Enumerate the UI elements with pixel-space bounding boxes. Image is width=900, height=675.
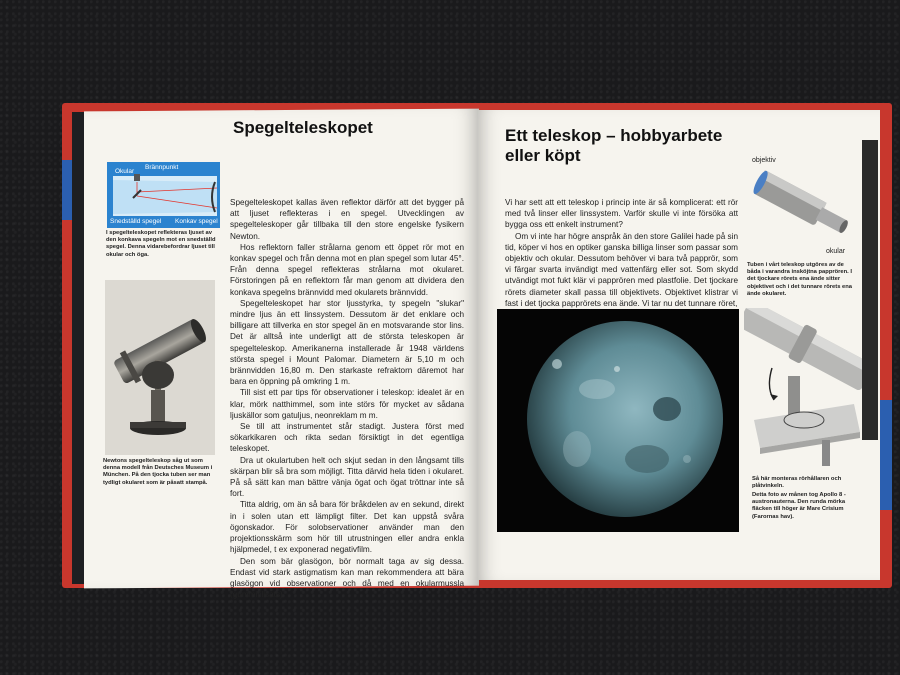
photo-caption: Newtons spegelteleskop såg ut som denna modell från Deutsches Museum i München. På den tjocka tuben ser man tydligt okularet som är påsatt stampå. xyxy=(103,458,213,486)
diagram-label-brannpunkt: Brännpunkt xyxy=(145,164,179,171)
left-paragraph: Dra ut okulartuben helt och skjut sedan in den långsamt tills skärpan blir så bra som möjligt. Titta därvid hela tiden i okularet. På så sätt kan man bättre vänja ögat och ögat tröttnar inte så fort. xyxy=(230,455,464,499)
right-body-text xyxy=(505,197,738,309)
diagram-label-konkav-spegel: Konkav spegel xyxy=(175,218,218,225)
diagram-label-snedstalld-spegel: Snedställd spegel xyxy=(110,218,162,225)
left-paragraph: Titta aldrig, om än så bara för bråkdelen av en sekund, direkt in i solen utan ett lämpligt filter. Det kan uppstå svåra ögonskador. För solobservationer använder man den projektionsskärm som hör till utrustningen eller andra enkla hjälpmedel, t ex exponerad negativfilm. xyxy=(230,500,464,555)
telescope-tube-illustration xyxy=(747,162,852,262)
mount-illustration-svg xyxy=(744,308,862,466)
tube-caption: Tuben i vårt teleskop utgöres av de båda i varandra insköjtna papprören. I det tjockare rörets ena ände sitter objektivet och i det tunnare rörets ena ände okularet. xyxy=(747,262,853,297)
left-paragraph: Hos reflektorn faller strålarna genom ett öppet rör mot en konkav spegel och från denna mot en plan spegel som lutar 45°. Från denna spegel reflekteras strålarna mot okularet. Förstoringen på en reflektorn får man genom att dividera den konkava spegelns brännvidd med okularets brännvidd. xyxy=(230,242,464,297)
right-paragraph: Om vi inte har högre anspråk än den store Galilei hade på sin tid, köper vi hos en optiker ganska billiga linser som passar som objektiv och okular. Dessutom behöver vi bara två papprör, som vi färgar svarta invändigt med vattenfärg eller sot. Som skydd utvändigt mot fukt klär vi papprören med plastfolie. Det tjockare rörets diameter skall passa till objektivets. Objektivet klistrar vi fast i det tjocka papprörets ena ände. Vi tar nu det tunnare röret, xyxy=(505,231,739,308)
diagram-label-okular: Okular xyxy=(115,168,135,175)
reflector-diagram xyxy=(107,162,220,228)
mount-caption: Så här monteras rörhållaren och plåtvinkeln. xyxy=(752,476,842,490)
left-page-title: Spegelteleskopet xyxy=(233,118,373,137)
newton-telescope-photo xyxy=(105,280,215,455)
left-paragraph: Spegelteleskopet har stor ljusstyrka, ty spegeln "slukar" mindre ljus än ett linssystem. Dessutom är det enklare och billigare att tillverka en stor spegel än en motsvarande stor lins. Det är alltså inte underligt att de största teleskopen är spegelteleskop. Amerikanerna installerade år 1948 världens största spegel i Mount Palomar. Diametern är 5,10 m och brännvidden 16,80 m. Den starkaste refraktorn däremot har bara en öppning på omkring 1 m. xyxy=(230,298,464,387)
right-page-title: Ett teleskop – hobbyarbete eller köpt xyxy=(505,126,723,165)
moon-photo xyxy=(497,309,739,532)
telescope-photo-svg xyxy=(105,280,215,455)
right-paragraph: Vi har sett att ett teleskop i princip inte är så komplicerat: ett rör med två linser eller linssystem. Varför skulle vi inte försöka att bygga oss ett enkelt instrument? xyxy=(505,198,738,230)
right-page-edge-strip xyxy=(862,140,878,440)
label-okular: okular xyxy=(826,248,846,255)
diagram-caption: I spegelteleskopet reflekteras ljuset av den konkava spegeln mot en snedställd spegel. Denna vidarebefordrar ljuset till okular och öga. xyxy=(106,230,216,258)
moon-photo-svg xyxy=(497,309,739,532)
left-paragraph: Spegelteleskopet kallas även reflektor därför att det bygger på att ljuset reflekteras i en spegel. Utvecklingen av spegelteleskoper går tillbaka till den store engelske fysikern Newton. xyxy=(230,198,464,241)
left-paragraph: Till sist ett par tips för observationer i teleskop: idealet är en klar, mörk natthimmel, som inte störs för mycket av sådana ljuskällor som gatuljus, neonreklam m m. xyxy=(230,388,464,420)
tube-illustration-svg xyxy=(747,162,852,262)
left-body-text xyxy=(230,197,464,600)
moon-caption: Detta foto av månen tog Apollo 8 -austronauterna. Den runda mörka fläcken till höger är Mare Crisium (Farornas hav). xyxy=(752,492,846,520)
left-paragraph: Den som bär glasögon, bör normalt taga av sig dessa. Endast vid stark astigmatism kan man rekommendera att bära glasögon vid observationer och då med en okularmussla (gummitillsats). xyxy=(230,556,464,600)
left-paragraph: Se till att instrumentet står stadigt. Justera först med sökarkikaren och rikta sedan försiktigt in det egentliga teleskopet. xyxy=(230,422,464,454)
mount-illustration xyxy=(744,308,862,466)
label-objektiv: objektiv xyxy=(752,157,776,164)
